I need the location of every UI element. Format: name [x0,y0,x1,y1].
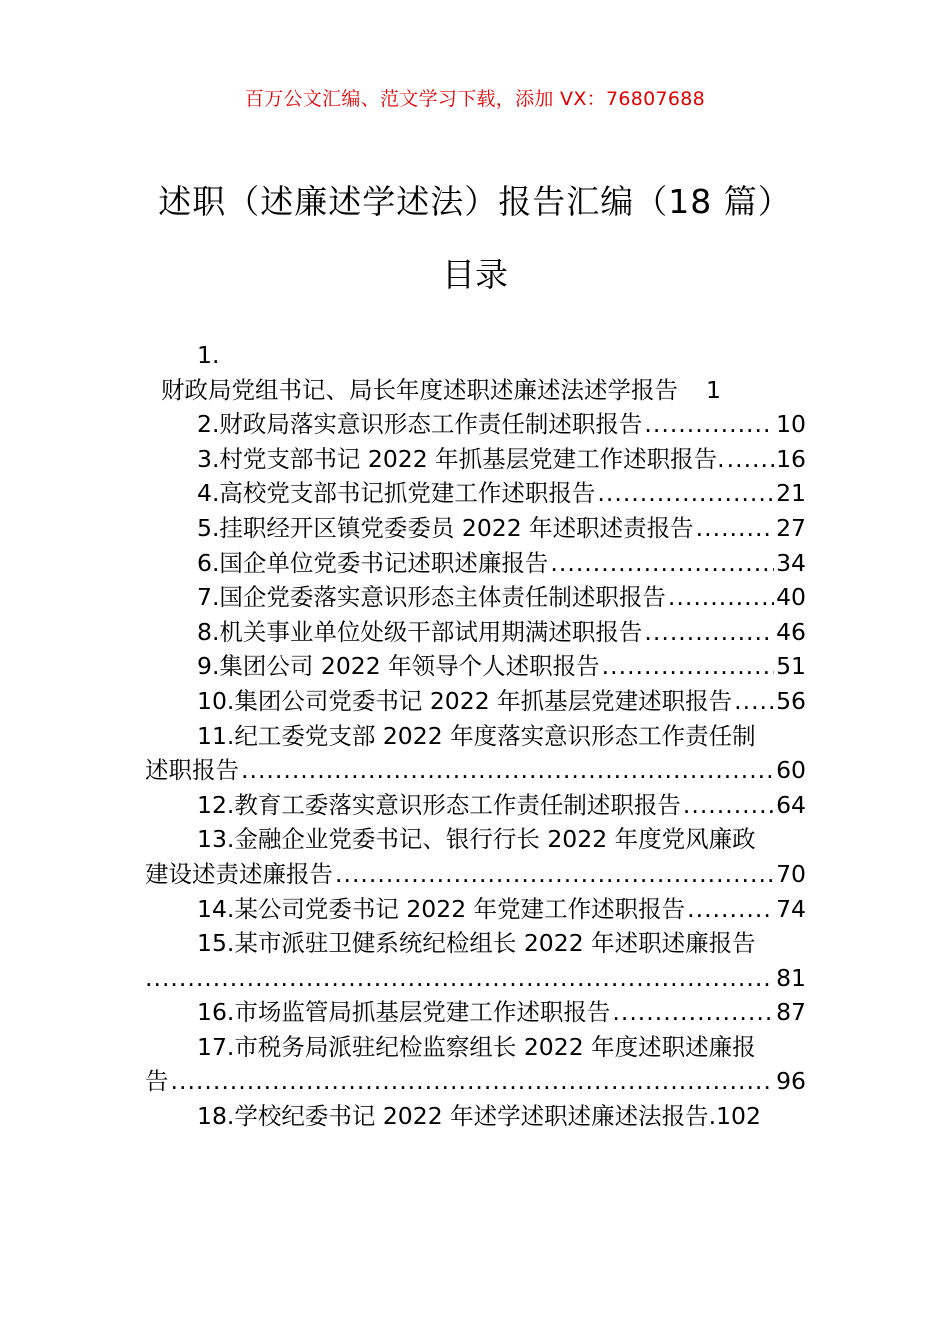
toc-entry-7[interactable] [145,580,806,615]
toc-entry-title: 5.挂职经开区镇党委委员 2022 年述职述责报告 [197,513,694,542]
toc-entry-page: 56 [776,686,806,715]
leader-dots [171,1064,775,1099]
leader-dots [727,442,774,477]
toc-entry-title-cont: 告 [145,1067,169,1096]
toc-entry-10[interactable] [145,684,806,719]
leader-dots [597,476,774,511]
toc-entry-4[interactable] [145,476,806,511]
toc-entry-title-cont: 述职报告 [145,756,239,785]
toc-entry-page: 1 [706,375,721,404]
toc-entry-11[interactable] [145,719,806,788]
table-of-contents [145,338,806,1134]
leader-dots [602,649,774,684]
toc-entry-15[interactable] [145,926,806,995]
leader-dots [683,788,774,823]
toc-entry-title: 17.市税务局派驻纪检监察组长 2022 年度述职述廉报 [197,1032,756,1061]
toc-entry-8[interactable] [145,615,806,650]
header-notice: 百万公文汇编、范文学习下载，添加 VX：76807688 [244,88,706,110]
leader-dots [734,684,774,719]
toc-entry-title: 10.集团公司党委书记 2022 年抓基层党建述职报告 [197,686,733,715]
toc-entry-title: 11.纪工委党支部 2022 年度落实意识形态工作责任制 [197,721,756,750]
toc-entry-3[interactable] [145,442,806,477]
toc-entry-page: 34 [776,548,806,577]
toc-entry-page: 64 [776,790,806,819]
toc-entry-title: 7.国企党委落实意识形态主体责任制述职报告 [197,583,666,612]
toc-entry-title: 13.金融企业党委书记、银行行长 2022 年度党风廉政 [197,825,756,854]
toc-entry-12[interactable] [145,788,806,823]
leader-dots [612,995,774,1030]
toc-entry-6[interactable] [145,546,806,581]
toc-entry-5[interactable] [145,511,806,546]
toc-entry-14[interactable] [145,892,806,927]
toc-entry-title: 3.村党支部书记 2022 年抓基层党建工作述职报告. [197,444,725,473]
toc-entry-page: 16 [776,444,806,473]
leader-dots [668,580,774,615]
toc-entry-page: 46 [776,617,806,646]
toc-entry-16[interactable] [145,995,806,1030]
toc-entry-title-cont: 建设述责述廉报告 [145,859,333,888]
leader-dots [241,753,774,788]
toc-entry-title: 财政局党组书记、局长年度述职述廉述法述学报告 [161,375,678,404]
toc-entry-page: 70 [776,859,806,888]
toc-heading: 目录 [442,255,508,294]
leader-dots [335,857,774,892]
document-title: 述职（述廉述学述法）报告汇编（18 篇） [158,182,792,221]
toc-entry-1[interactable] [145,338,806,407]
toc-entry-title: 9.集团公司 2022 年领导个人述职报告 [197,652,600,681]
leader-dots [644,407,774,442]
leader-dots [687,892,774,927]
toc-entry-title: 18.学校纪委书记 2022 年述学述职述廉述法报告. [197,1102,717,1131]
toc-entry-number: 1. [197,341,220,369]
toc-entry-page: 87 [776,998,806,1027]
toc-entry-title: 4.高校党支部书记抓党建工作述职报告 [197,479,596,508]
toc-entry-page: 102 [716,1102,761,1131]
leader-dots [644,615,774,650]
toc-entry-page: 21 [776,479,806,508]
toc-entry-2[interactable] [145,407,806,442]
toc-entry-page: 96 [776,1067,806,1096]
leader-dots [550,546,774,581]
toc-entry-18[interactable] [145,1099,806,1134]
toc-entry-page: 81 [776,963,806,992]
toc-entry-page: 60 [776,756,806,785]
toc-entry-13[interactable] [145,822,806,891]
toc-entry-9[interactable] [145,649,806,684]
leader-dots [145,961,774,996]
toc-entry-page: 10 [776,410,806,439]
toc-entry-title: 12.教育工委落实意识形态工作责任制述职报告 [197,790,681,819]
leader-dots [696,511,774,546]
toc-entry-title: 16.市场监管局抓基层党建工作述职报告 [197,998,611,1027]
toc-entry-page: 74 [776,894,806,923]
toc-entry-title: 8.机关事业单位处级干部试用期满述职报告 [197,617,643,646]
toc-entry-title: 15.某市派驻卫健系统纪检组长 2022 年述职述廉报告 [197,929,756,958]
toc-entry-page: 27 [776,513,806,542]
toc-entry-page: 40 [776,583,806,612]
toc-entry-title: 2.财政局落实意识形态工作责任制述职报告 [197,410,643,439]
toc-entry-title: 6.国企单位党委书记述职述廉报告 [197,548,549,577]
toc-entry-17[interactable] [145,1030,806,1099]
toc-entry-title: 14.某公司党委书记 2022 年党建工作述职报告 [197,894,686,923]
toc-entry-page: 51 [776,652,806,681]
